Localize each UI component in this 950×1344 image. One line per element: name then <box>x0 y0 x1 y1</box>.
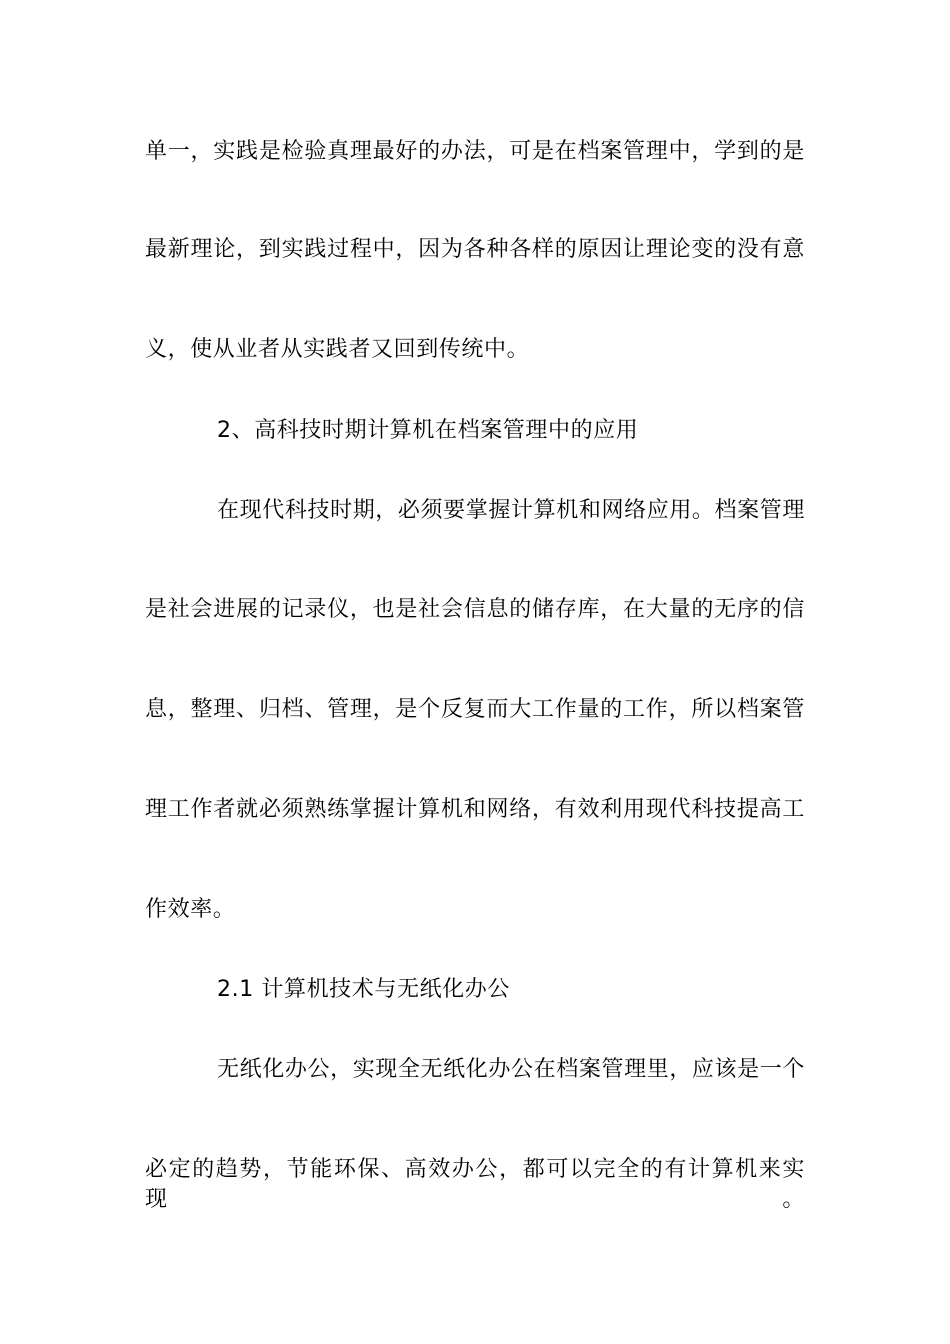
paragraph-line-3: 义，使从业者从实践者又回到传统中。 <box>145 337 530 362</box>
section-heading-2-1: 2.1 计算机技术与无纸化办公 <box>217 977 510 1002</box>
section-heading-2: 2、高科技时期计算机在档案管理中的应用 <box>217 418 639 443</box>
paragraph-line-8: 作效率。 <box>145 897 236 922</box>
paragraph-line-4: 在现代科技时期，必须要掌握计算机和网络应用。档案管理 <box>217 498 805 523</box>
paragraph-line-9: 无纸化办公，实现全无纸化办公在档案管理里，应该是一个 <box>217 1057 805 1082</box>
paragraph-line-10: 必定的趋势，节能环保、高效办公，都可以完全的有计算机来实现。 <box>145 1157 805 1212</box>
paragraph-line-2: 最新理论，到实践过程中，因为各种各样的原因让理论变的没有意 <box>145 237 805 262</box>
paragraph-line-5: 是社会进展的记录仪，也是社会信息的储存库，在大量的无序的信 <box>145 597 805 622</box>
paragraph-line-6: 息，整理、归档、管理，是个反复而大工作量的工作，所以档案管 <box>145 697 805 722</box>
paragraph-line-1: 单一，实践是检验真理最好的办法，可是在档案管理中，学到的是 <box>145 139 805 164</box>
paragraph-line-7: 理工作者就必须熟练掌握计算机和网络，有效利用现代科技提高工 <box>145 797 805 822</box>
